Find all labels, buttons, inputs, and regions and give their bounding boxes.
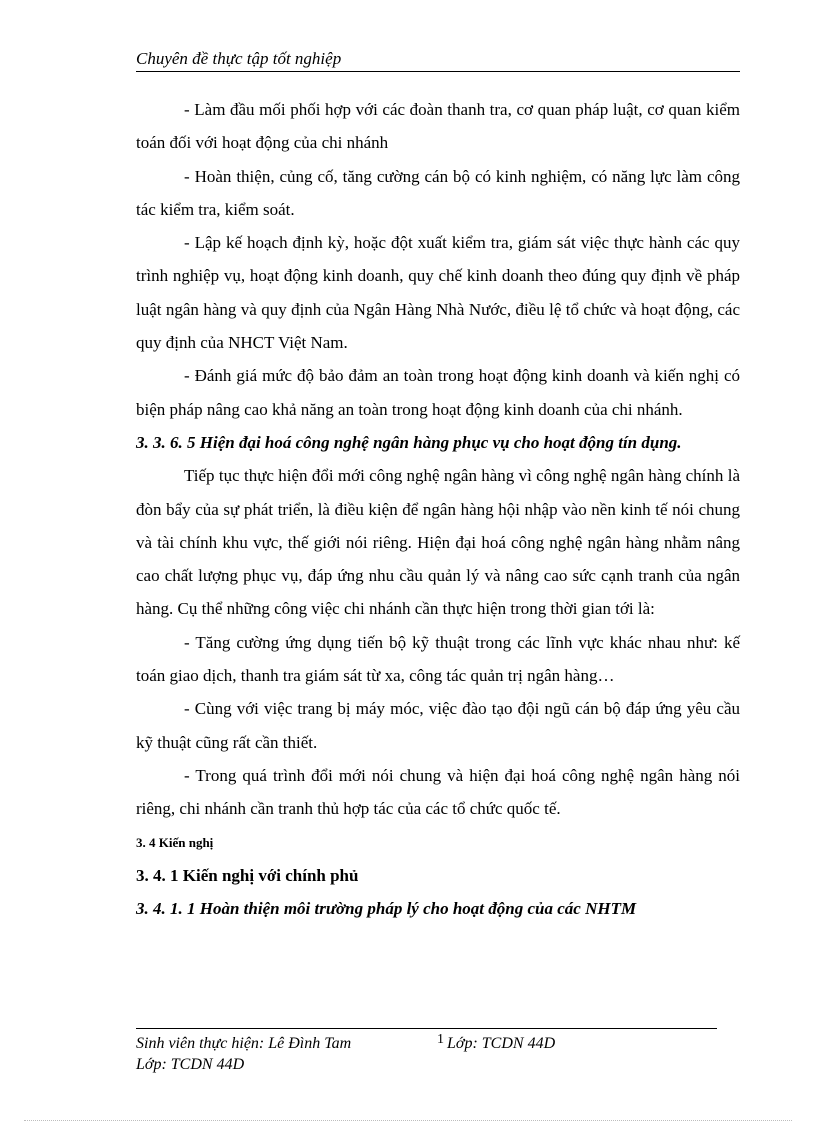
page-bottom-border [24, 1120, 792, 1121]
paragraph-technology-renewal: Tiếp tục thực hiện đổi mới công nghệ ngân hàng vì công nghệ ngân hàng chính là đòn bẩy của sự phát triển, là điều kiện để ngân hàng hội nhập vào nền kinh tế nói chung và tài chính khu vực, thế giới nói riêng. Hiện đại hoá công nghệ ngân hàng nhằm nâng cao chất lượng phục vụ, đáp ứng nhu cầu quản lý và nâng cao sức cạnh tranh của ngân hàng. Cụ thể những công việc chi nhánh cần thực hiện trong thời gian tới là: [136, 466, 740, 619]
paragraph-safety-assessment: - Đánh giá mức độ bảo đảm an toàn trong hoạt động kinh doanh và kiến nghị có biện pháp nâng cao khả năng an toàn trong hoạt động kinh doanh của chi nhánh. [136, 366, 740, 419]
heading-3-4-1-1: 3. 4. 1. 1 Hoàn thiện môi trường pháp lý cho hoạt động của các NHTM [136, 898, 637, 918]
footer-line-1 [136, 1033, 740, 1054]
footer-class-label-repeat: Lớp: TCDN 44D [136, 1056, 245, 1073]
footer-class-label: Lớp: TCDN 44D [447, 1035, 556, 1052]
footer-page-number: 1 [437, 1032, 444, 1047]
heading-3-4: 3. 4 Kiến nghị [136, 834, 214, 850]
footer-line-2 [136, 1054, 740, 1075]
heading-3-4-1: 3. 4. 1 Kiến nghị với chính phủ [136, 865, 359, 885]
page-footer [136, 1033, 740, 1075]
heading-3-3-6-5: 3. 3. 6. 5 Hiện đại hoá công nghệ ngân hàng phục vụ cho hoạt động tín dụng. [136, 432, 682, 452]
paragraph-international-cooperation: - Trong quá trình đổi mới nói chung và hiện đại hoá công nghệ ngân hàng nói riêng, chi nhánh cần tranh thủ hợp tác của các tổ chức quốc tế. [136, 765, 740, 819]
paragraph-staff-improvement: - Hoàn thiện, củng cố, tăng cường cán bộ có kinh nghiệm, có năng lực làm công tác kiểm tra, kiểm soát. [136, 166, 740, 219]
document-body [136, 93, 740, 925]
paragraph-inspection-plan: - Lập kế hoạch định kỳ, hoặc đột xuất kiểm tra, giám sát việc thực hành các quy trình nghiệp vụ, hoạt động kinh doanh, quy chế kinh doanh theo đúng quy định về pháp luật ngân hàng và quy định của Ngân Hàng Nhà Nước, điều lệ tổ chức và hoạt động, các quy định của NHCT Việt Nam. [136, 233, 740, 353]
paragraph-staff-training: - Cùng với việc trang bị máy móc, việc đào tạo đội ngũ cán bộ đáp ứng yêu cầu kỹ thuật cũng rất cần thiết. [136, 699, 740, 752]
footer-student-name: Sinh viên thực hiện: Lê Đình Tam [136, 1035, 352, 1052]
paragraph-tech-application: - Tăng cường ứng dụng tiến bộ kỹ thuật trong các lĩnh vực khác nhau như: kế toán giao dịch, thanh tra giám sát từ xa, công tác quản trị ngân hàng… [136, 632, 740, 686]
paragraph-coordination: - Làm đầu mối phối hợp với các đoàn thanh tra, cơ quan pháp luật, cơ quan kiểm toán đối với hoạt động của chi nhánh [136, 100, 740, 153]
footer-divider [136, 1028, 717, 1029]
page-header: Chuyên đề thực tập tốt nghiệp [136, 48, 740, 72]
